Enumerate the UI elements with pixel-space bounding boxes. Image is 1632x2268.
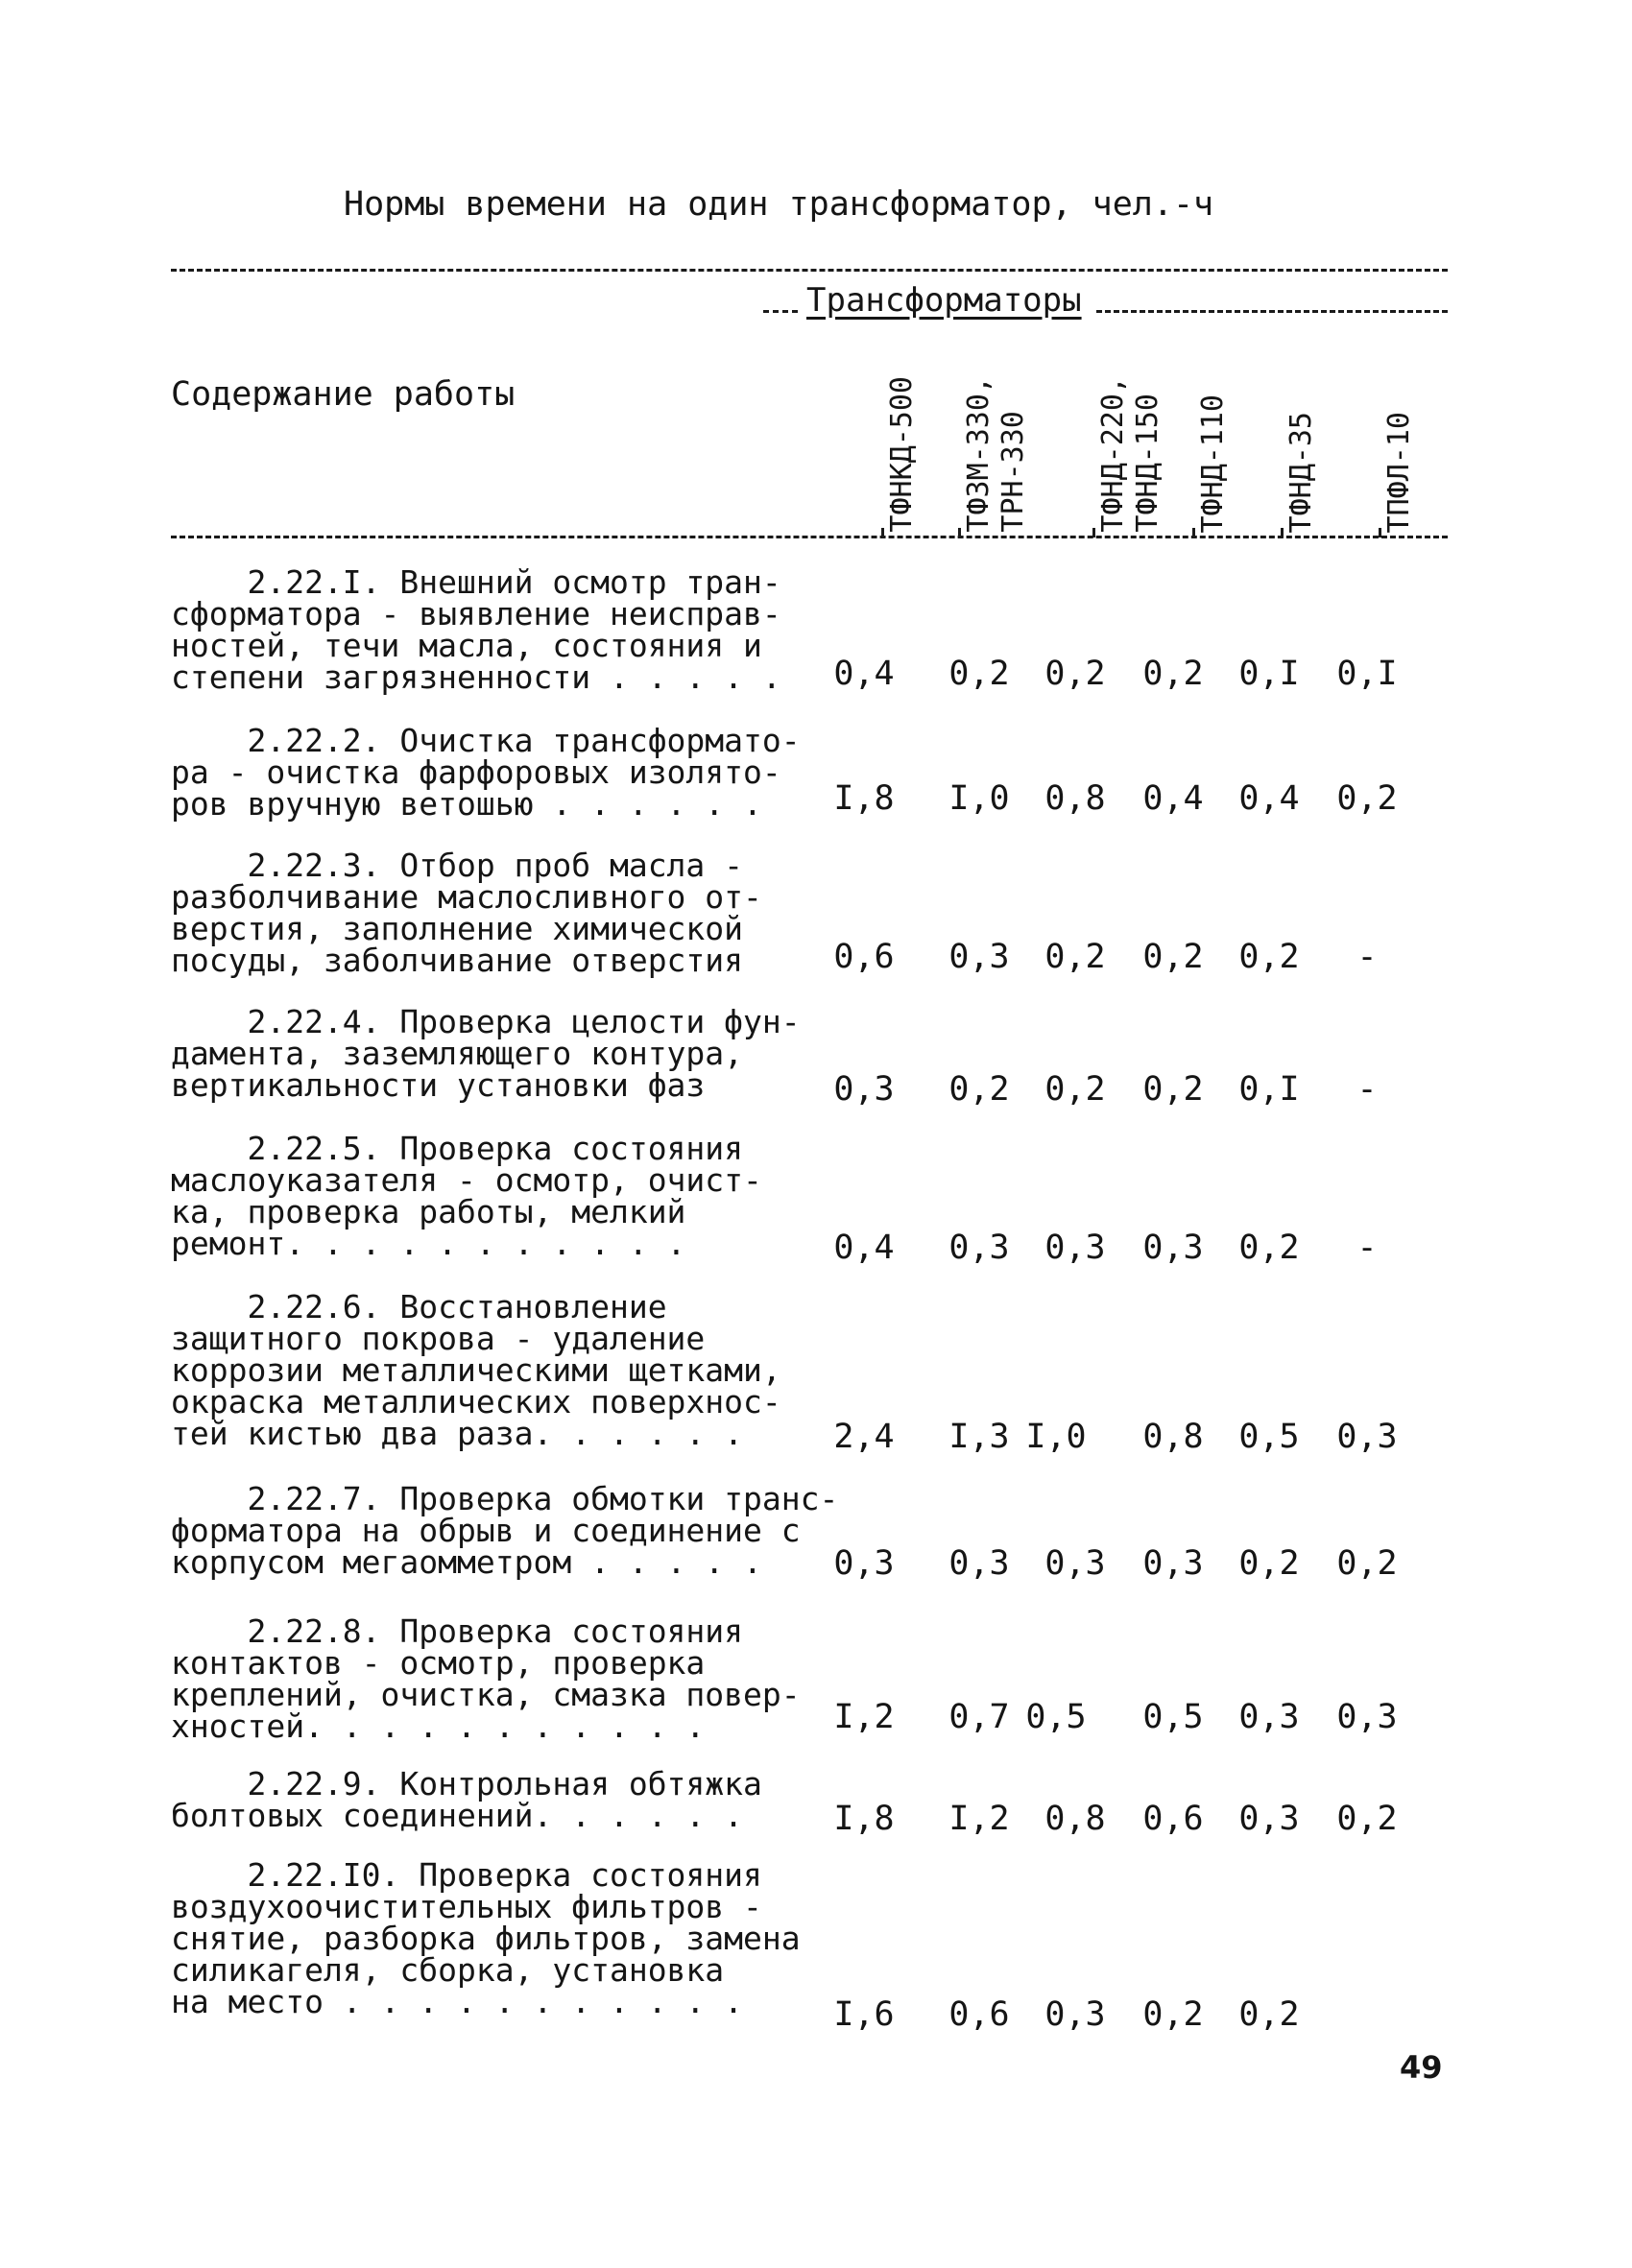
norm-value: I,0 [948, 779, 1010, 818]
norm-value: 0,8 [1044, 1800, 1106, 1838]
work-description: 2.22.4. Проверка целости фун- дамента, заземляющего контура, вертикальности установки фаз [171, 1003, 801, 1104]
norm-value: 0,3 [833, 1070, 895, 1109]
norm-value: 0,3 [833, 1544, 895, 1583]
page-number: 49 [1400, 2049, 1443, 2086]
norm-value: - [1356, 938, 1378, 976]
norm-value: 0,2 [948, 655, 1010, 693]
norm-value: I,6 [833, 1995, 895, 2034]
group-header: Трансформаторы [806, 281, 1082, 320]
table-top-rule [171, 269, 1448, 272]
work-description: 2.22.6. Восстановление защитного покрова - удаление коррозии металлическими щетками, окраска металлических поверхнос- тей кистью два раза. . . . . . [171, 1288, 781, 1452]
work-description: 2.22.3. Отбор проб масла - разболчивание маслосливного от- верстия, заполнение химической посуды, заболчивание отверстия [171, 847, 762, 979]
norm-value: 0,2 [1142, 655, 1204, 693]
work-description: 2.22.8. Проверка состояния контактов - осмотр, проверка креплений, очистка, смазка повер- хностей. . . . . . . . . . . [171, 1612, 801, 1745]
norm-value: 0,2 [1238, 1544, 1300, 1583]
norm-value: I,8 [833, 779, 895, 818]
norm-value: 0,3 [1142, 1544, 1204, 1583]
norm-value: - [1356, 1070, 1378, 1109]
work-description: 2.22.I0. Проверка состояния воздухоочистительных фильтров - снятие, разборка фильтров, замена силикагеля, сборка, установка на место . . . . . . . . . . . [171, 1856, 801, 2020]
norm-value: 2,4 [833, 1418, 895, 1456]
norm-value: 0,2 [1336, 1800, 1398, 1838]
norm-value: 0,4 [1142, 779, 1204, 818]
work-description: 2.22.I. Внешний осмотр тран- сформатора - выявление неисправ- ностей, течи масла, состояния и степени загрязненности . . . . . [171, 563, 781, 696]
norm-value: - [1356, 1229, 1378, 1267]
norm-value: I,0 [1025, 1418, 1087, 1456]
norm-value: 0,3 [948, 938, 1010, 976]
norm-value: 0,2 [1336, 779, 1398, 818]
norm-value: 0,6 [948, 1995, 1010, 2034]
work-description: 2.22.7. Проверка обмотки транс- форматора на обрыв и соединение с корпусом мегаомметром . . . . . [171, 1480, 839, 1581]
norm-value: 0,5 [1142, 1698, 1204, 1736]
group-rule-right [1096, 310, 1448, 313]
norm-value: 0,3 [1142, 1229, 1204, 1267]
work-description: 2.22.5. Проверка состояния маслоуказателя - осмотр, очист- ка, проверка работы, мелкий ремонт. . . . . . . . . . . [171, 1130, 762, 1262]
norm-value: 0,5 [1025, 1698, 1087, 1736]
norm-value: 0,I [1238, 1070, 1300, 1109]
norm-value: 0,3 [1044, 1544, 1106, 1583]
norm-value: I,8 [833, 1800, 895, 1838]
norm-value: I,2 [833, 1698, 895, 1736]
norm-value: I,2 [948, 1800, 1010, 1838]
norm-value: 0,2 [1238, 1229, 1300, 1267]
norm-value: 0,2 [948, 1070, 1010, 1109]
norm-value: 0,2 [1044, 655, 1106, 693]
norm-value: 0,3 [948, 1229, 1010, 1267]
norm-value: 0,6 [1142, 1800, 1204, 1838]
norm-value: 0,3 [1238, 1800, 1300, 1838]
norm-value: 0,2 [1142, 1070, 1204, 1109]
norm-value: 0,2 [1142, 1995, 1204, 2034]
norm-value: 0,5 [1238, 1418, 1300, 1456]
column-header: ТФНКД-500 [885, 376, 919, 533]
column-header: ТФЗМ-330, ТРН-330 [962, 376, 1030, 533]
norm-value: 0,I [1238, 655, 1300, 693]
norm-value: 0,3 [948, 1544, 1010, 1583]
norm-value: 0,7 [948, 1698, 1010, 1736]
norm-value: 0,8 [1044, 779, 1106, 818]
column-header: ТФНД-220, ТФНД-150 [1096, 376, 1164, 533]
norm-value: 0,3 [1238, 1698, 1300, 1736]
group-rule-left [763, 310, 798, 313]
norm-value: I,3 [948, 1418, 1010, 1456]
norm-value: 0,2 [1044, 1070, 1106, 1109]
norm-value: 0,6 [833, 938, 895, 976]
norm-value: 0,4 [833, 655, 895, 693]
norm-value: 0,4 [1238, 779, 1300, 818]
norm-value: 0,I [1336, 655, 1398, 693]
norm-value: 0,3 [1336, 1418, 1398, 1456]
column-header: ТФНД-35 [1284, 411, 1318, 533]
norm-value: 0,2 [1044, 938, 1106, 976]
column-header: ТФНД-110 [1196, 394, 1230, 533]
work-description: 2.22.9. Контрольная обтяжка болтовых соединений. . . . . . [171, 1765, 762, 1834]
page-title: Нормы времени на один трансформатор, чел.-ч [344, 185, 1214, 224]
work-content-header: Содержание работы [171, 375, 516, 414]
work-description: 2.22.2. Очистка трансформато- ра - очистка фарфоровых изолято- ров вручную ветошью . . . . . . [171, 722, 801, 823]
column-header: ТПФЛ-10 [1382, 411, 1416, 533]
norm-value: 0,2 [1238, 938, 1300, 976]
header-bottom-rule [171, 536, 1448, 538]
norm-value: 0,2 [1336, 1544, 1398, 1583]
norm-value: 0,3 [1336, 1698, 1398, 1736]
norm-value: 0,2 [1142, 938, 1204, 976]
norm-value: 0,4 [833, 1229, 895, 1267]
norm-value: 0,3 [1044, 1229, 1106, 1267]
norm-value: 0,2 [1238, 1995, 1300, 2034]
norm-value: 0,8 [1142, 1418, 1204, 1456]
norm-value: 0,3 [1044, 1995, 1106, 2034]
